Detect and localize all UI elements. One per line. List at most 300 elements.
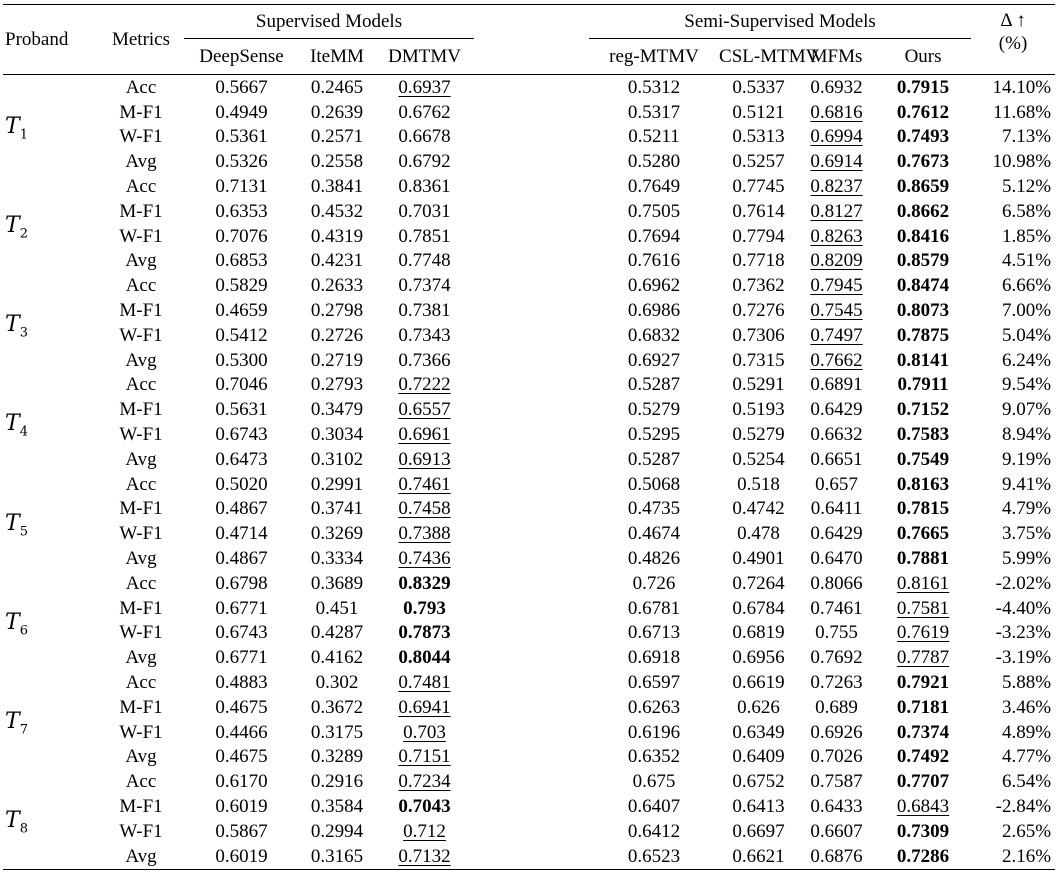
value-text: 0.8361 (398, 176, 451, 198)
value-cell (184, 794, 299, 819)
delta-value: 1.85% (1001, 225, 1052, 247)
value-cell (299, 348, 375, 373)
delta-value: 4.77% (1001, 746, 1052, 768)
metric-name: M-F1 (119, 300, 163, 322)
value-text: 0.7492 (896, 746, 950, 768)
value-text: 0.6853 (215, 250, 268, 272)
delta-value: 14.10% (992, 76, 1052, 98)
metric-name: W-F1 (119, 523, 163, 545)
value-text: 0.8579 (896, 250, 950, 272)
table-row (3, 769, 1055, 794)
delta-value: 9.19% (1001, 448, 1052, 470)
value-cell (875, 670, 971, 695)
value-cell (719, 323, 798, 348)
value-text: 0.7026 (810, 746, 863, 768)
delta-value: 4.51% (1001, 250, 1052, 272)
value-cell (375, 199, 474, 224)
value-cell (589, 149, 719, 174)
value-cell (589, 819, 719, 844)
value-cell (299, 621, 375, 646)
value-cell (375, 373, 474, 398)
group-gap (474, 695, 589, 720)
value-cell (798, 844, 875, 869)
value-text: 0.3841 (310, 176, 364, 198)
value-text: 0.7264 (732, 572, 785, 594)
value-cell (798, 149, 875, 174)
group-gap (474, 546, 589, 571)
value-cell (875, 472, 971, 497)
value-cell (798, 645, 875, 670)
value-text: 0.8044 (398, 647, 451, 669)
value-cell (184, 645, 299, 670)
value-text: 0.2991 (310, 473, 364, 495)
proband-index: 8 (19, 821, 28, 837)
value-cell (299, 397, 375, 422)
value-cell (184, 323, 299, 348)
value-cell (798, 695, 875, 720)
value-cell (375, 720, 474, 745)
value-text: 0.7306 (732, 324, 785, 346)
value-text: 0.6752 (732, 771, 785, 793)
value-cell (719, 149, 798, 174)
value-cell (798, 397, 875, 422)
value-cell (375, 100, 474, 125)
value-cell (798, 794, 875, 819)
value-cell (299, 224, 375, 249)
value-cell (299, 273, 375, 298)
value-cell (719, 397, 798, 422)
value-cell (798, 422, 875, 447)
value-text: 0.726 (632, 572, 676, 594)
group-gap (474, 397, 589, 422)
table-row (3, 596, 1055, 621)
value-cell (875, 645, 971, 670)
value-cell (299, 447, 375, 472)
value-text: 0.6019 (215, 845, 268, 867)
group-gap (474, 75, 589, 100)
value-text: 0.6678 (398, 126, 451, 148)
value-cell (184, 596, 299, 621)
delta-value: 7.00% (1001, 300, 1052, 322)
value-text: 0.7694 (627, 225, 681, 247)
value-text: 0.5279 (732, 424, 785, 446)
metric-name: W-F1 (119, 225, 163, 247)
value-cell (375, 298, 474, 323)
group-gap (474, 819, 589, 844)
delta-value: 7.13% (1001, 126, 1052, 148)
value-cell (798, 447, 875, 472)
value-text: 0.2793 (310, 374, 364, 396)
group-gap (474, 422, 589, 447)
metric-name: W-F1 (119, 324, 163, 346)
metric-name: M-F1 (119, 399, 163, 421)
group-gap (474, 521, 589, 546)
value-text: 0.7131 (215, 176, 268, 198)
value-text: 0.7222 (398, 374, 451, 396)
value-text: 0.6407 (627, 796, 681, 817)
value-text: 0.7662 (810, 349, 863, 371)
value-cell (299, 373, 375, 398)
value-cell (299, 100, 375, 125)
delta-value: -3.19% (995, 647, 1052, 669)
value-text: 0.7673 (896, 151, 950, 173)
table-row (3, 100, 1055, 125)
value-cell (719, 273, 798, 298)
value-cell (719, 422, 798, 447)
value-text: 0.7374 (896, 721, 950, 743)
value-text: 0.7881 (896, 548, 950, 570)
value-text: 0.7263 (810, 672, 863, 694)
value-text: 0.3034 (310, 424, 364, 446)
value-text: 0.5361 (215, 126, 268, 148)
value-text: 0.5211 (628, 126, 680, 148)
value-cell (299, 844, 375, 869)
delta-value: 2.65% (1001, 820, 1052, 842)
group-gap (474, 373, 589, 398)
group-gap (474, 447, 589, 472)
proband-label (3, 75, 98, 175)
proband-index: 5 (19, 524, 28, 540)
value-cell (589, 695, 719, 720)
value-text: 0.6781 (627, 597, 681, 619)
value-cell (798, 745, 875, 770)
value-text: 0.7152 (896, 399, 950, 421)
value-text: 0.7581 (896, 597, 950, 619)
value-text: 0.6962 (627, 275, 681, 297)
value-cell (798, 571, 875, 596)
value-text: 0.8163 (896, 473, 950, 495)
value-cell (299, 521, 375, 546)
value-cell (589, 769, 719, 794)
value-cell (875, 199, 971, 224)
header-proband: Proband (5, 29, 69, 50)
proband-symbol: T (5, 709, 20, 735)
value-text: 0.2994 (310, 820, 364, 842)
header-model: IteMM (310, 46, 364, 67)
value-cell (375, 794, 474, 819)
value-text: 0.6743 (215, 622, 268, 644)
value-text: 0.7343 (398, 324, 451, 346)
value-text: 0.7873 (398, 622, 451, 644)
value-cell (184, 571, 299, 596)
value-cell (798, 174, 875, 199)
value-text: 0.6429 (810, 399, 863, 421)
value-cell (719, 695, 798, 720)
header-delta-symbol: Δ ↑ (1000, 10, 1026, 31)
value-cell (184, 348, 299, 373)
value-text: 0.4901 (732, 548, 785, 570)
value-text: 0.6956 (732, 647, 785, 669)
value-text: 0.4319 (310, 225, 364, 247)
value-text: 0.8141 (896, 349, 950, 371)
value-text: 0.6762 (398, 101, 451, 123)
value-text: 0.478 (737, 523, 780, 545)
metric-name: Avg (125, 647, 157, 669)
proband-label (3, 373, 98, 472)
value-cell (184, 521, 299, 546)
value-cell (299, 298, 375, 323)
value-cell (375, 447, 474, 472)
group-gap (474, 645, 589, 670)
group-gap (474, 348, 589, 373)
value-cell (184, 373, 299, 398)
value-text: 0.6843 (896, 796, 950, 817)
metric-name: W-F1 (119, 126, 163, 148)
value-cell (875, 75, 971, 100)
value-cell (875, 100, 971, 125)
value-text: 0.7911 (897, 374, 949, 396)
metric-name: M-F1 (119, 796, 163, 817)
value-cell (589, 844, 719, 869)
value-text: 0.451 (315, 597, 359, 619)
value-text: 0.6651 (810, 448, 863, 470)
metric-name: Acc (125, 572, 157, 594)
value-text: 0.6349 (732, 721, 785, 743)
value-text: 0.793 (403, 597, 446, 619)
metric-name: Avg (125, 548, 157, 570)
value-cell (589, 422, 719, 447)
value-cell (875, 397, 971, 422)
table-row (3, 695, 1055, 720)
value-cell (589, 373, 719, 398)
metric-name: W-F1 (119, 721, 163, 743)
value-text: 0.6792 (398, 151, 451, 173)
value-text: 0.4532 (310, 200, 364, 222)
group-gap (474, 472, 589, 497)
header-model: CSL-MTMV (719, 46, 820, 67)
value-text: 0.755 (815, 622, 858, 644)
value-cell (875, 497, 971, 522)
value-text: 0.7481 (398, 672, 451, 694)
value-text: 0.5312 (627, 76, 681, 98)
table-row (3, 497, 1055, 522)
value-text: 0.6784 (732, 597, 785, 619)
value-text: 0.6771 (215, 647, 268, 669)
value-text: 0.7309 (896, 820, 950, 842)
value-text: 0.3269 (310, 523, 364, 545)
value-cell (875, 373, 971, 398)
value-cell (719, 249, 798, 274)
header-semi-supervised-group: Semi-Supervised Models (589, 5, 971, 39)
value-cell (875, 298, 971, 323)
value-text: 0.6819 (732, 622, 785, 644)
value-text: 0.6891 (810, 374, 863, 396)
value-cell (589, 745, 719, 770)
table-row (3, 149, 1055, 174)
value-cell (875, 521, 971, 546)
value-cell (375, 844, 474, 869)
value-text: 0.6196 (627, 721, 681, 743)
value-cell (719, 472, 798, 497)
group-gap (474, 720, 589, 745)
value-text: 0.7043 (398, 796, 451, 817)
value-text: 0.3102 (310, 448, 364, 470)
value-cell (589, 497, 719, 522)
value-cell (875, 720, 971, 745)
value-text: 0.6433 (810, 796, 863, 817)
header-supervised-group: Supervised Models (184, 5, 474, 39)
value-text: 0.6876 (810, 845, 863, 867)
value-cell (184, 497, 299, 522)
value-text: 0.4675 (215, 746, 268, 768)
value-cell (719, 596, 798, 621)
group-gap (474, 298, 589, 323)
table-row (3, 645, 1055, 670)
metric-name: Avg (125, 349, 157, 371)
value-text: 0.7461 (398, 473, 451, 495)
value-cell (184, 125, 299, 150)
value-text: 0.6607 (810, 820, 863, 842)
table-row (3, 323, 1055, 348)
value-cell (798, 373, 875, 398)
value-text: 0.6961 (398, 424, 451, 446)
value-text: 0.7381 (398, 300, 451, 322)
value-text: 0.703 (403, 721, 446, 743)
value-cell (798, 720, 875, 745)
group-gap (474, 844, 589, 869)
value-cell (798, 819, 875, 844)
value-text: 0.4231 (310, 250, 364, 272)
delta-value: 6.58% (1001, 200, 1052, 222)
value-cell (375, 125, 474, 150)
value-text: 0.8263 (810, 225, 863, 247)
value-text: 0.6994 (810, 126, 863, 148)
proband-index: 4 (19, 424, 28, 440)
value-text: 0.2558 (310, 151, 364, 173)
value-text: 0.7915 (896, 76, 950, 98)
value-cell (798, 323, 875, 348)
value-text: 0.2639 (310, 101, 364, 123)
proband-index: 6 (19, 623, 28, 639)
value-text: 0.4742 (732, 498, 785, 520)
value-text: 0.4466 (215, 721, 268, 743)
value-text: 0.7745 (732, 176, 785, 198)
value-cell (184, 546, 299, 571)
delta-value: -4.40% (995, 597, 1052, 619)
value-cell (589, 720, 719, 745)
value-cell (589, 596, 719, 621)
group-gap (474, 125, 589, 150)
value-cell (375, 273, 474, 298)
value-text: 0.7497 (810, 324, 863, 346)
proband-index: 3 (19, 325, 28, 341)
value-text: 0.5313 (732, 126, 785, 148)
table-row (3, 348, 1055, 373)
value-text: 0.3289 (310, 746, 364, 768)
value-text: 0.6932 (810, 76, 863, 98)
value-cell (299, 695, 375, 720)
value-text: 0.6914 (810, 151, 863, 173)
value-text: 0.3175 (310, 721, 364, 743)
value-cell (589, 472, 719, 497)
value-cell (184, 100, 299, 125)
value-text: 0.8209 (810, 250, 863, 272)
metric-name: Acc (125, 176, 157, 198)
group-gap (474, 149, 589, 174)
value-cell (299, 422, 375, 447)
value-text: 0.3741 (310, 498, 364, 520)
value-text: 0.5121 (732, 101, 785, 123)
value-cell (299, 75, 375, 100)
value-text: 0.5068 (627, 473, 681, 495)
proband-index: 1 (19, 127, 28, 143)
value-text: 0.6619 (732, 672, 785, 694)
value-cell (589, 447, 719, 472)
value-cell (184, 745, 299, 770)
value-text: 0.6713 (627, 622, 681, 644)
value-cell (299, 149, 375, 174)
value-cell (184, 298, 299, 323)
value-cell (589, 224, 719, 249)
value-text: 0.712 (403, 820, 446, 842)
value-cell (184, 422, 299, 447)
value-text: 0.7046 (215, 374, 268, 396)
value-text: 0.7366 (398, 349, 451, 371)
value-cell (798, 75, 875, 100)
value-cell (719, 571, 798, 596)
value-cell (589, 794, 719, 819)
value-cell (719, 75, 798, 100)
value-text: 0.7794 (732, 225, 785, 247)
value-text: 0.6986 (627, 300, 681, 322)
value-text: 0.7493 (896, 126, 950, 148)
value-cell (589, 521, 719, 546)
value-text: 0.5287 (627, 374, 681, 396)
value-text: 0.6913 (398, 448, 451, 470)
value-cell (184, 670, 299, 695)
value-text: 0.4867 (215, 498, 268, 520)
value-cell (184, 621, 299, 646)
value-cell (719, 373, 798, 398)
value-text: 0.6170 (215, 771, 268, 793)
value-text: 0.8237 (810, 176, 863, 198)
value-cell (719, 645, 798, 670)
value-text: 0.6557 (398, 399, 451, 421)
value-text: 0.6019 (215, 796, 268, 817)
value-text: 0.4287 (310, 622, 364, 644)
value-cell (299, 546, 375, 571)
proband-index: 2 (19, 226, 28, 242)
delta-value: 6.54% (1001, 771, 1052, 793)
value-cell (299, 769, 375, 794)
value-cell (589, 323, 719, 348)
value-cell (875, 621, 971, 646)
table-row (3, 125, 1055, 150)
value-text: 0.4883 (215, 672, 268, 694)
metric-name: Acc (125, 76, 157, 98)
delta-value: 4.89% (1001, 721, 1052, 743)
value-text: 0.6816 (810, 101, 863, 123)
value-text: 0.4659 (215, 300, 268, 322)
value-cell (184, 273, 299, 298)
value-text: 0.6353 (215, 200, 268, 222)
value-cell (299, 596, 375, 621)
value-cell (375, 174, 474, 199)
value-text: 0.3165 (310, 845, 364, 867)
value-cell (375, 75, 474, 100)
value-text: 0.7612 (896, 101, 950, 123)
value-text: 0.2465 (310, 76, 364, 98)
proband-label (3, 174, 98, 273)
value-cell (589, 249, 719, 274)
group-gap (474, 249, 589, 274)
delta-value: 2.16% (1001, 845, 1052, 867)
value-text: 0.7587 (810, 771, 863, 793)
value-cell (719, 819, 798, 844)
value-cell (798, 125, 875, 150)
metric-name: Acc (125, 374, 157, 396)
group-gap (474, 323, 589, 348)
